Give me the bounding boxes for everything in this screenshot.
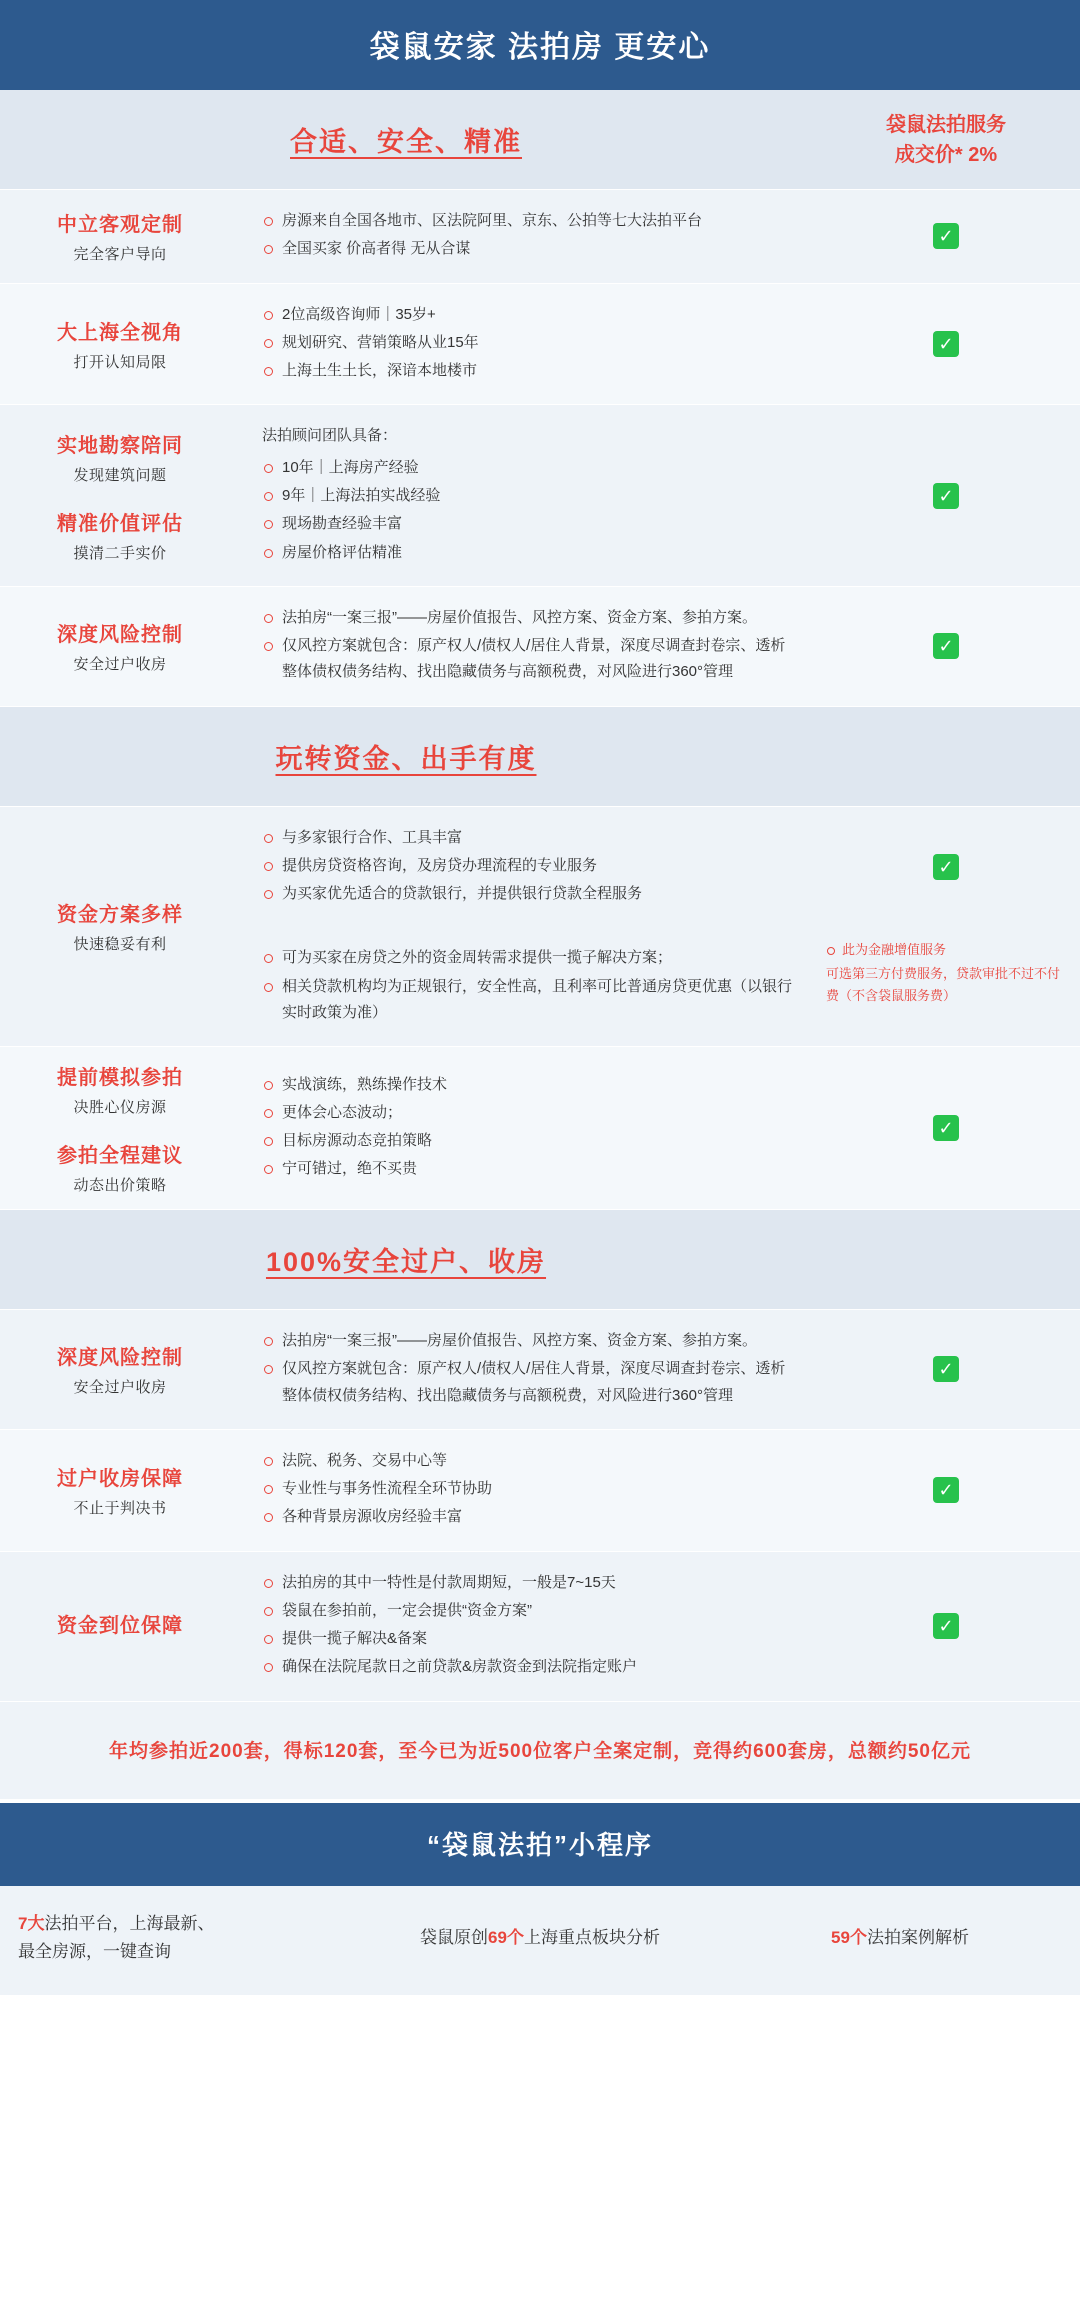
mini-cell-2-pre: 袋鼠原创 [420, 1927, 489, 1947]
list-item: 提供房贷资格咨询，及房贷办理流程的专业服务 [262, 853, 796, 879]
list-item: 仅风控方案就包含：原产权人/债权人/居住人背景，深度尽调查封卷宗、透析整体债权债务结构、找出隐藏债务与高额税费，对风险进行360°管理 [262, 633, 796, 686]
bullet-list [262, 1328, 796, 1411]
mini-cell-blocks [360, 1910, 720, 1968]
row-label-main: 过户收房保障 [57, 1468, 183, 1491]
list-item: 规划研究、营销策略从业15年 [262, 330, 796, 356]
check-icon: ✓ [933, 483, 959, 509]
table-row [0, 405, 1080, 587]
list-item: 目标房源动态竞拍策略 [262, 1128, 796, 1154]
row-label [0, 1430, 240, 1551]
list-item: 提供一揽子解决&备案 [262, 1626, 796, 1652]
row-label-sub: 动态出价策略 [73, 1177, 167, 1194]
list-item: 各种背景房源收房经验丰富 [262, 1504, 796, 1530]
list-item: 现场勘查经验丰富 [262, 511, 796, 537]
bullet-list [262, 1072, 796, 1185]
section-3-title: 100%安全过户、收房 [265, 1247, 547, 1277]
list-item: 法院、税务、交易中心等 [262, 1448, 796, 1474]
section-1-title: 合适、安全、精准 [290, 127, 522, 157]
section-2-title: 玩转资金、出手有度 [275, 743, 537, 774]
mini-cell-1-text2: 最全房源，一键查询 [18, 1942, 171, 1962]
list-item: 可为买家在房贷之外的资金周转需求提供一揽子解决方案； [262, 945, 796, 971]
table-row [0, 190, 1080, 284]
check-icon: ✓ [933, 1115, 959, 1141]
row-intro: 法拍顾问团队具备： [262, 427, 398, 445]
list-item: 全国买家 价高者得 无从合谋 [262, 236, 796, 262]
mini-program-row [0, 1886, 1080, 1996]
mini-program-title: “袋鼠法拍”小程序 [0, 1803, 1080, 1886]
list-item: 9年｜上海法拍实战经验 [262, 483, 796, 509]
row-check [812, 1310, 1080, 1429]
row-check [812, 1552, 1080, 1701]
list-item: 2位高级咨询师｜35岁+ [262, 302, 796, 328]
row-label [0, 284, 240, 405]
row-label [0, 807, 240, 1047]
section-3-band-spacer [812, 1210, 1080, 1309]
section-1-band [0, 90, 1080, 190]
row-check [812, 405, 1080, 586]
list-item: 更体会心态波动； [262, 1100, 796, 1126]
mini-cell-cases [720, 1910, 1080, 1968]
row-label-main: 中立客观定制 [57, 214, 183, 237]
row-label-main: 提前模拟参拍 [57, 1067, 183, 1089]
table-row [0, 587, 1080, 707]
row-label-main: 实地勘察陪同 [57, 434, 183, 457]
mini-cell-2-number: 69个 [488, 1927, 524, 1947]
row-label [0, 1552, 240, 1701]
row-label-main: 大上海全视角 [57, 321, 183, 344]
table-row [0, 1430, 1080, 1552]
row-body [240, 1430, 812, 1551]
row-check [812, 190, 1080, 283]
row-body [240, 587, 812, 706]
list-item: 房源来自全国各地市、区法院阿里、京东、公拍等七大法拍平台 [262, 208, 796, 234]
check-icon: ✓ [933, 854, 959, 880]
list-item: 仅风控方案就包含：原产权人/债权人/居住人背景，深度尽调查封卷宗、透析整体债权债务结构、找出隐藏债务与高额税费，对风险进行360°管理 [262, 1356, 796, 1409]
row-check [812, 587, 1080, 706]
row-label-main: 精准价值评估 [57, 512, 183, 535]
row-body-bottom [240, 927, 812, 1046]
row-label-sub: 安全过户收房 [73, 1379, 167, 1397]
list-item: 法拍房“一案三报”——房屋价值报告、风控方案、资金方案、参拍方案。 [262, 605, 796, 631]
mini-cell-2-post: 上海重点板块分析 [523, 1927, 660, 1947]
note-item: 此为金融增值服务 [826, 939, 1066, 961]
row-label-main: 深度风险控制 [57, 624, 183, 647]
row-body [240, 1552, 812, 1701]
row-label-sub: 快速稳妥有利 [73, 936, 167, 954]
row-label-main: 参拍全程建议 [57, 1145, 183, 1167]
row-body [240, 1047, 812, 1209]
table-row [0, 807, 1080, 1048]
row-body [240, 1310, 812, 1429]
row-label [0, 1310, 240, 1429]
row-label-sub: 发现建筑问题 [73, 466, 167, 484]
list-item: 法拍房“一案三报”——房屋价值报告、风控方案、资金方案、参拍方案。 [262, 1328, 796, 1354]
row-label-main: 深度风险控制 [57, 1347, 183, 1370]
bullet-list [262, 605, 796, 688]
list-item: 房屋价格评估精准 [262, 540, 796, 566]
row-label-sub: 不止于判决书 [73, 1500, 167, 1518]
bullet-list [262, 208, 796, 265]
row-note [812, 927, 1080, 1017]
bullet-list [262, 945, 796, 1028]
check-icon: ✓ [933, 1613, 959, 1639]
price-header-line2: 成交价* 2% [894, 143, 998, 166]
row-label [0, 405, 240, 586]
mini-cell-3-number: 59个 [831, 1927, 867, 1947]
list-item: 确保在法院尾款日之前贷款&房款资金到法院指定账户 [262, 1654, 796, 1680]
mini-cell-3-post: 法拍案例解析 [866, 1927, 969, 1947]
list-item: 相关贷款机构均为正规银行，安全性高，且利率可比普通房贷更优惠（以银行实时政策为准） [262, 974, 796, 1027]
row-check [812, 284, 1080, 405]
row-label-main: 资金到位保障 [57, 1614, 183, 1637]
list-item: 实战演练，熟练操作技术 [262, 1072, 796, 1098]
check-icon: ✓ [933, 1356, 959, 1382]
bullet-list [262, 455, 796, 568]
table-row [0, 1047, 1080, 1210]
row-body [240, 405, 812, 586]
row-label [0, 1047, 240, 1209]
page-title: 袋鼠安家 法拍房 更安心 [0, 0, 1080, 90]
row-label-sub: 摸清二手实价 [73, 544, 167, 562]
section-3-band [0, 1210, 1080, 1310]
table-row [0, 284, 1080, 406]
row-body [240, 284, 812, 405]
row-label-sub: 决胜心仪房源 [73, 1099, 167, 1116]
mini-cell-platforms [0, 1910, 360, 1968]
check-icon: ✓ [933, 633, 959, 659]
row-label-sub: 安全过户收房 [73, 656, 167, 674]
row-label [0, 190, 240, 283]
list-item: 宁可错过，绝不买贵 [262, 1156, 796, 1182]
row-label [0, 587, 240, 706]
list-item: 专业性与事务性流程全环节协助 [262, 1476, 796, 1502]
list-item: 为买家优先适合的贷款银行，并提供银行贷款全程服务 [262, 881, 796, 907]
section-2-band-spacer [812, 707, 1080, 806]
bullet-list [262, 825, 796, 910]
summary-statement: 年均参拍近200套，得标120套，至今已为近500位客户全案定制，竞得约600套房，总额约50亿元 [0, 1702, 1080, 1803]
row-label-sub: 打开认知局限 [73, 353, 167, 371]
bullet-list [262, 1570, 796, 1683]
row-check [812, 807, 1080, 928]
list-item: 10年｜上海房产经验 [262, 455, 796, 481]
table-row [0, 1552, 1080, 1702]
list-item: 与多家银行合作、工具丰富 [262, 825, 796, 851]
row-check [812, 1047, 1080, 1209]
note-text: 可选第三方付费服务，贷款审批不过不付费（不含袋鼠服务费） [826, 966, 1061, 1004]
check-icon: ✓ [933, 331, 959, 357]
section-2-band [0, 707, 1080, 807]
row-check [812, 1430, 1080, 1551]
check-icon: ✓ [933, 223, 959, 249]
price-header-line1: 袋鼠法拍服务 [886, 113, 1006, 136]
price-header [812, 90, 1080, 189]
bullet-list [262, 1448, 796, 1533]
row-body-top [240, 807, 812, 928]
list-item: 上海土生土长，深谙本地楼市 [262, 358, 796, 384]
bullet-list [262, 302, 796, 387]
row-label-main: 资金方案多样 [57, 904, 183, 927]
table-row [0, 1310, 1080, 1430]
row-body [240, 190, 812, 283]
mini-cell-1-number: 7大 [18, 1913, 45, 1933]
check-icon: ✓ [933, 1477, 959, 1503]
row-label-sub: 完全客户导向 [73, 246, 167, 264]
mini-cell-1-text: 法拍平台，上海最新、 [44, 1913, 215, 1933]
list-item: 法拍房的其中一特性是付款周期短，一般是7~15天 [262, 1570, 796, 1596]
list-item: 袋鼠在参拍前，一定会提供“资金方案” [262, 1598, 796, 1624]
